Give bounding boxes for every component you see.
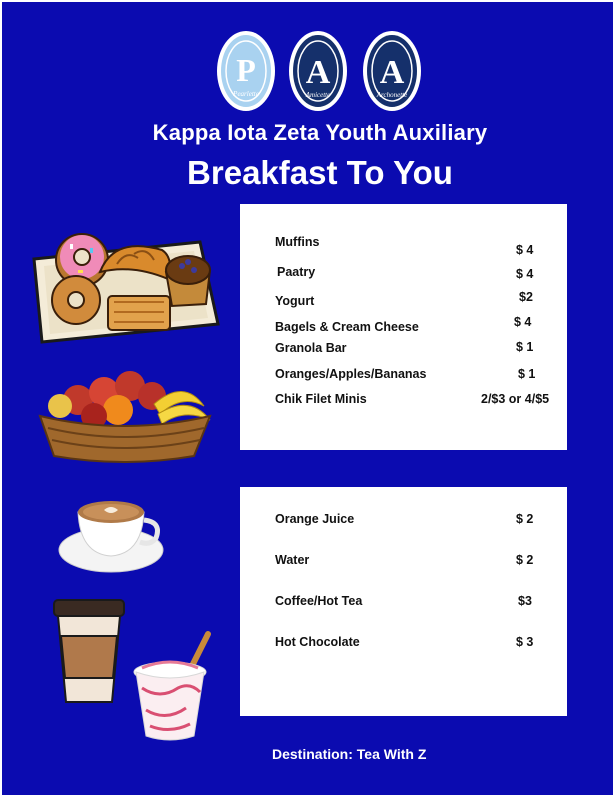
menu-item-name: Paatry	[277, 265, 316, 279]
pearlette-logo-icon	[216, 30, 276, 112]
menu-item-price: $ 4	[516, 267, 534, 281]
archonette-logo-icon	[362, 30, 422, 112]
footer-text: Destination: Tea With Z	[272, 746, 427, 762]
menu-item-name: Muffins	[275, 235, 320, 249]
menu-item-name: Water	[275, 553, 310, 567]
menu-item-price: $ 2	[516, 553, 534, 567]
logo-letter: A	[379, 54, 405, 91]
logo-script: Archonette	[376, 91, 408, 99]
menu-item-name: Hot Chocolate	[275, 635, 360, 649]
menu-item-price: 2/$3 or 4/$5	[481, 392, 550, 406]
coffee-to-go-icon	[52, 596, 130, 713]
menu-item-price: $2	[519, 290, 533, 304]
page-title: Breakfast To You	[187, 154, 453, 191]
menu-item-name: Chik Filet Minis	[275, 392, 367, 406]
menu-item-name: Coffee/Hot Tea	[275, 594, 363, 608]
menu-item-price: $ 4	[514, 315, 532, 329]
menu-item-price: $3	[518, 594, 532, 608]
food-menu-panel	[240, 204, 567, 450]
logo-script: Amicette	[305, 91, 331, 99]
cappuccino-icon	[56, 482, 170, 583]
organization-name: Kappa Iota Zeta Youth Auxiliary	[152, 120, 488, 145]
menu-item-name: Orange Juice	[275, 512, 355, 526]
menu-item-price: $ 1	[518, 367, 536, 381]
flyer-page	[2, 2, 613, 795]
menu-item-name: Bagels & Cream Cheese	[275, 320, 419, 334]
menu-item-name: Granola Bar	[275, 341, 347, 355]
menu-item-price: $ 2	[516, 512, 534, 526]
menu-item-price: $ 1	[516, 340, 534, 354]
menu-item-price: $ 4	[516, 243, 534, 257]
yogurt-cup-icon	[130, 630, 216, 751]
fruit-basket-icon	[34, 366, 214, 471]
drink-menu-panel	[240, 487, 567, 716]
menu-item-name: Oranges/Apples/Bananas	[275, 367, 427, 381]
logo-letter: A	[305, 54, 331, 91]
logo-script: Pearlette	[233, 90, 259, 98]
logo-letter: P	[236, 52, 256, 88]
menu-item-name: Yogurt	[275, 294, 315, 308]
menu-item-price: $ 3	[516, 635, 534, 649]
amicette-logo-icon	[288, 30, 348, 112]
pastry-tray-icon	[22, 224, 222, 349]
